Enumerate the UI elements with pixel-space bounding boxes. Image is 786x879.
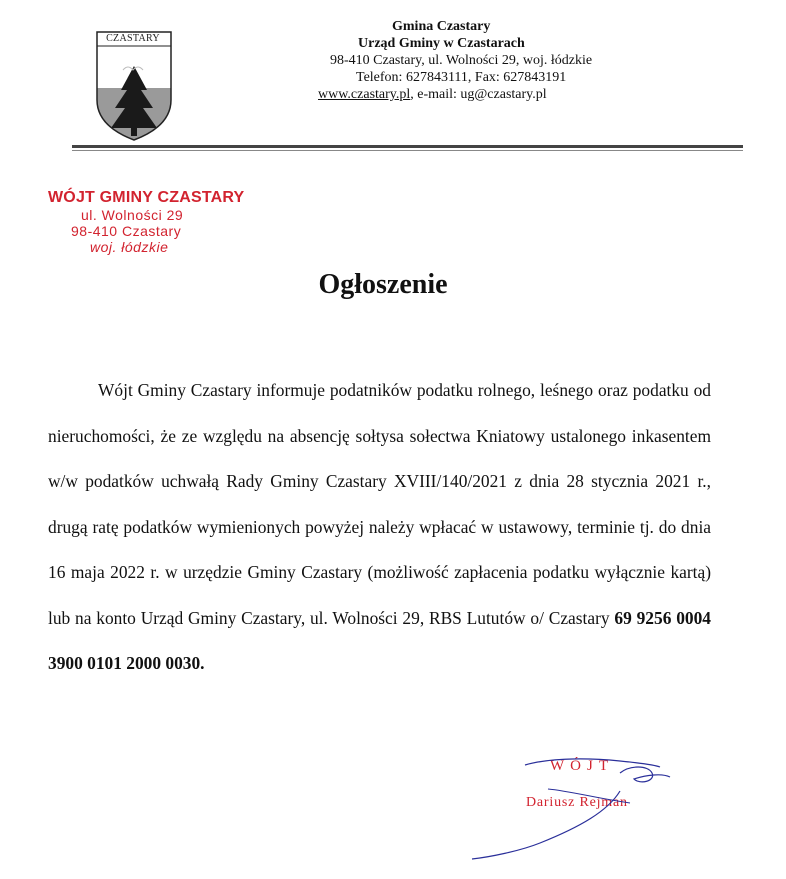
- coat-of-arms: [95, 30, 173, 142]
- document-title: Ogłoszenie: [318, 269, 448, 300]
- announcement-body: [48, 368, 711, 687]
- header-divider-thin: [72, 150, 743, 151]
- letterhead: [296, 18, 626, 103]
- letterhead-phone: Telefon: 627843111, Fax: 627843191: [356, 70, 567, 85]
- stamp-city: 98-410 Czastary: [71, 223, 182, 239]
- announcement-text: Wójt Gminy Czastary informuje podatników podatku rolnego, leśnego oraz podatku od nieruchomości, że ze względu na absencję sołtysa sołectwa Kniatowy ustalonego inkasentem w/w podatków uchwałą Rady Gminy Czastary XVIII/140/2021 z dnia 28 stycznia 2021 r., drugą ratę podatków wymienionych powyżej należy wpłacać w ustawowy, terminie tj. do dnia 16 maja 2022 r. w urzędzie Gminy Czastary (możliwość zapłacenia podatku wyłącznie kartą) lub na konto Urząd Gminy Czastary, ul. Wolności 29, RBS Lututów o/ Czastary: [48, 380, 711, 628]
- crest-label: CZASTARY: [106, 33, 160, 44]
- coat-of-arms-icon: [95, 30, 173, 142]
- letterhead-contact: [296, 86, 626, 103]
- bank-account-number: 69 9256 0004 3900 0101 2000 0030: [48, 607, 711, 673]
- signature-block: [470, 755, 710, 865]
- header-divider: [72, 145, 743, 148]
- handwritten-signature-icon: [470, 755, 710, 865]
- signature-name: Dariusz Rejman: [526, 795, 628, 810]
- signature-title: WÓJT: [550, 758, 614, 774]
- website-link[interactable]: www.czastary.pl: [318, 87, 411, 102]
- stamp-street: ul. Wolności 29: [81, 207, 184, 223]
- letterhead-address: 98-410 Czastary, ul. Wolności 29, woj. łódzkie: [330, 53, 593, 68]
- letterhead-office: Urząd Gminy w Czastarach: [358, 36, 525, 51]
- letterhead-municipality: Gmina Czastary: [392, 19, 491, 34]
- paragraph-end: .: [200, 653, 205, 673]
- stamp-title: WÓJT GMINY CZASTARY: [48, 189, 245, 206]
- official-stamp: [48, 188, 248, 255]
- announcement-paragraph: [48, 368, 711, 687]
- stamp-region: woj. łódzkie: [90, 239, 169, 255]
- email-text: , e-mail: ug@czastary.pl: [410, 87, 547, 102]
